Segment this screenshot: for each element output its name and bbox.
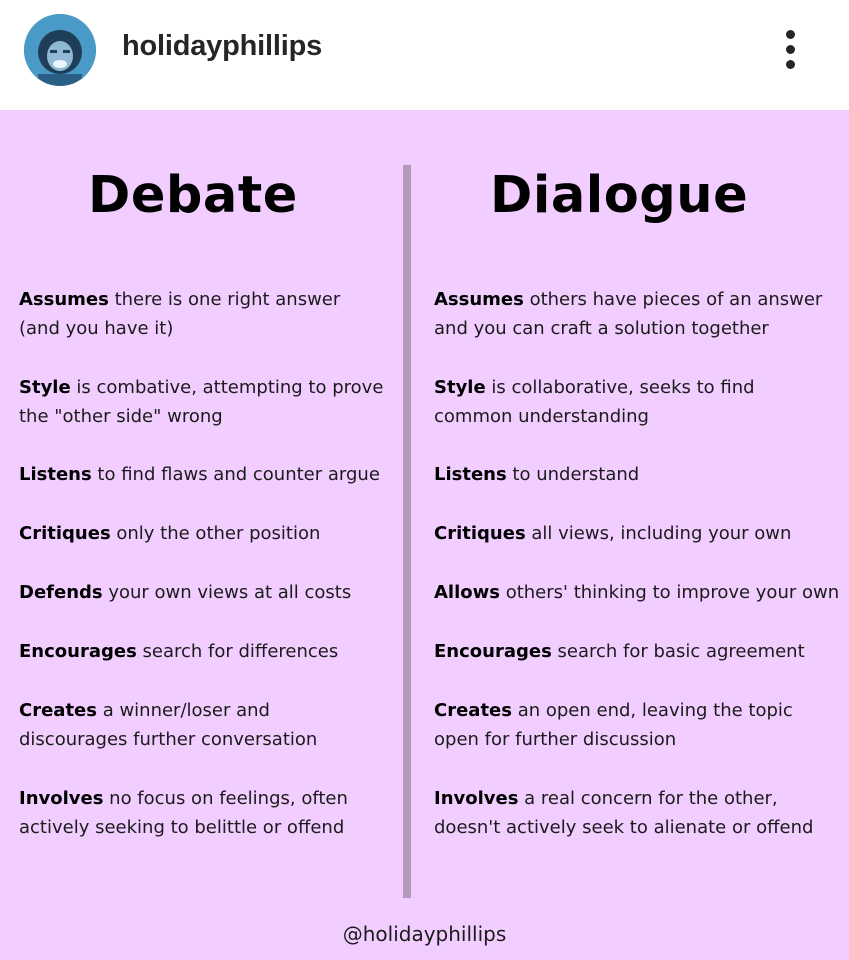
debate-item: Defends your own views at all costs bbox=[19, 582, 352, 603]
debate-item: Style is combative, attempting to prove the "other side" wrong bbox=[19, 377, 384, 427]
vertical-ellipsis-icon bbox=[786, 30, 795, 39]
debate-title: Debate bbox=[88, 166, 298, 225]
dialogue-item: Encourages search for basic agreement bbox=[434, 641, 805, 662]
avatar[interactable] bbox=[24, 14, 96, 86]
dialogue-item: Involves a real concern for the other, doesn't actively seek to alienate or offend bbox=[434, 788, 814, 838]
dialogue-item: Style is collaborative, seeks to find common understanding bbox=[434, 377, 755, 427]
vertical-ellipsis-icon bbox=[786, 45, 795, 54]
column-divider bbox=[403, 165, 411, 898]
debate-item: Assumes there is one right answer (and you have it) bbox=[19, 289, 341, 339]
debate-item: Involves no focus on feelings, often actively seeking to belittle or offend bbox=[19, 788, 348, 838]
username-link[interactable]: holidayphillips bbox=[122, 30, 323, 62]
debate-item: Encourages search for differences bbox=[19, 641, 339, 662]
avatar-photo-icon bbox=[24, 14, 96, 86]
debate-item: Creates a winner/loser and discourages further conversation bbox=[19, 700, 318, 750]
dialogue-item: Listens to understand bbox=[434, 464, 640, 485]
debate-item: Listens to find flaws and counter argue bbox=[19, 464, 380, 485]
vertical-ellipsis-icon bbox=[786, 60, 795, 69]
debate-item: Critiques only the other position bbox=[19, 523, 321, 544]
post-image bbox=[0, 110, 849, 960]
dialogue-title: Dialogue bbox=[490, 166, 749, 225]
dialogue-item: Critiques all views, including your own bbox=[434, 523, 792, 544]
more-options-button[interactable] bbox=[776, 28, 806, 72]
dialogue-item: Assumes others have pieces of an answer and you can craft a solution together bbox=[434, 289, 823, 339]
dialogue-item: Creates an open end, leaving the topic open for further discussion bbox=[434, 700, 793, 750]
post-header bbox=[0, 0, 849, 110]
dialogue-item: Allows others' thinking to improve your own bbox=[434, 582, 840, 603]
post-credit: @holidayphillips bbox=[342, 922, 507, 946]
